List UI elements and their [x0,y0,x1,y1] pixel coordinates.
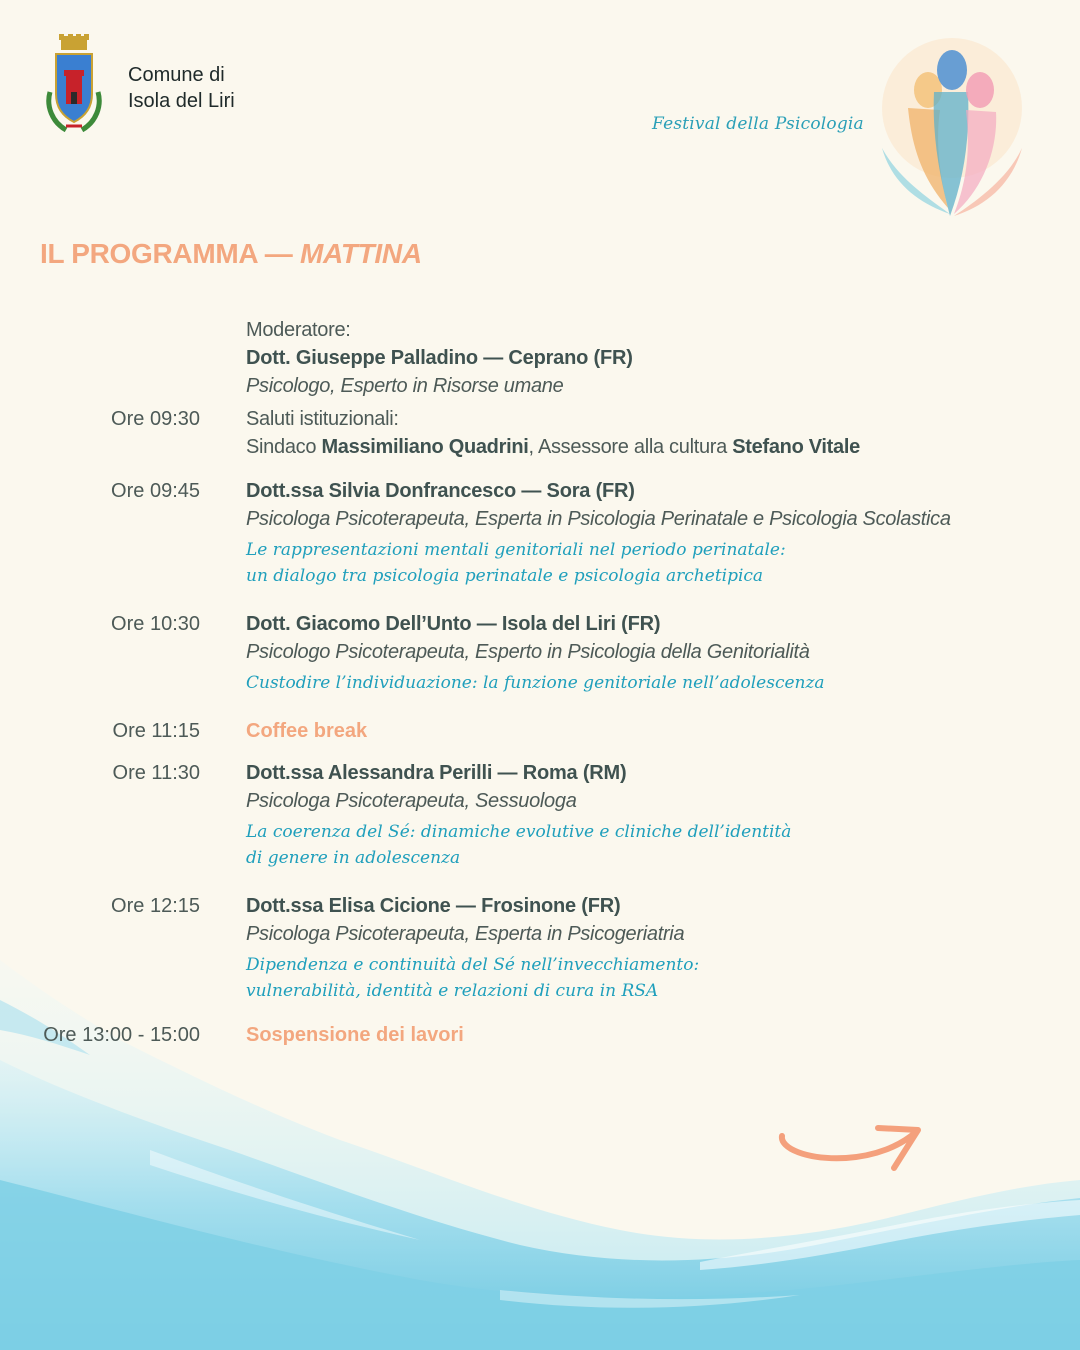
mayor-name: Massimiliano Quadrini [321,436,529,458]
suspension-label: Sospensione dei lavori [246,1024,464,1046]
coffee-break-label: Coffee break [246,720,368,742]
talk-title [246,537,1046,589]
title-main: IL PROGRAMMA — [40,238,300,269]
talk-title [246,952,1046,1004]
moderator-name: Dott. Giuseppe Palladino — Ceprano (FR) [246,347,633,369]
schedule-time: Ore 10:30 [111,613,200,635]
municipal-crest-icon [42,34,106,138]
speaker-role: Psicologa Psicoterapeuta, Sessuologa [246,790,577,812]
schedule-time: Ore 09:30 [111,408,200,430]
speaker-name: Dott.ssa Alessandra Perilli — Roma (RM) [246,762,627,784]
greeting-label: Saluti istituzionali: [246,408,399,430]
page-title [40,238,422,270]
assessor-name: Stefano Vitale [732,436,860,458]
talk-line: vulnerabilità, identità e relazioni di cura in RSA [246,981,659,1001]
speaker-role: Psicologa Psicoterapeuta, Esperta in Psicogeriatria [246,923,685,945]
speaker-role: Psicologa Psicoterapeuta, Esperta in Psicologia Perinatale e Psicologia Scolastica [246,508,951,530]
greeting-text: , Assessore alla cultura [528,436,733,458]
title-accent: MATTINA [299,238,422,269]
moderator-role: Psicologo, Esperto in Risorse umane [246,375,564,397]
three-women-silhouette-logo-icon [878,28,1026,218]
speaker-role: Psicologo Psicoterapeuta, Esperto in Psicologia della Genitorialità [246,641,810,663]
comune-line1: Comune di [128,64,225,86]
talk-line: Dipendenza e continuità del Sé nell’invecchiamento: [246,955,700,975]
moderator-label: Moderatore: [246,319,351,341]
next-arrow-icon[interactable] [776,1118,926,1178]
comune-line2: Isola del Liri [128,90,235,112]
talk-line: di genere in adolescenza [246,848,461,868]
schedule-time: Ore 11:30 [112,762,200,784]
talk-line: Le rappresentazioni mentali genitoriali nel periodo perinatale: [246,540,786,560]
schedule-time: Ore 11:15 [112,720,200,742]
schedule-time: Ore 13:00 - 15:00 [43,1024,200,1046]
speaker-name: Dott. Giacomo Dell’Unto — Isola del Liri (FR) [246,613,661,635]
talk-title [246,670,1046,696]
talk-line: un dialogo tra psicologia perinatale e psicologia archetipica [246,566,764,586]
festival-title: Festival della Psicologia [652,114,864,134]
schedule-time: Ore 09:45 [111,480,200,502]
schedule-time: Ore 12:15 [111,895,200,917]
talk-line: Custodire l’individuazione: la funzione genitoriale nell’adolescenza [246,673,825,693]
speaker-name: Dott.ssa Elisa Cicione — Frosinone (FR) [246,895,621,917]
greeting-names [246,433,1046,461]
speaker-name: Dott.ssa Silvia Donfrancesco — Sora (FR) [246,480,635,502]
greeting-text: Sindaco [246,436,322,458]
comune-name [128,62,235,114]
talk-title [246,819,1046,871]
talk-line: La coerenza del Sé: dinamiche evolutive e cliniche dell’identità [246,822,792,842]
